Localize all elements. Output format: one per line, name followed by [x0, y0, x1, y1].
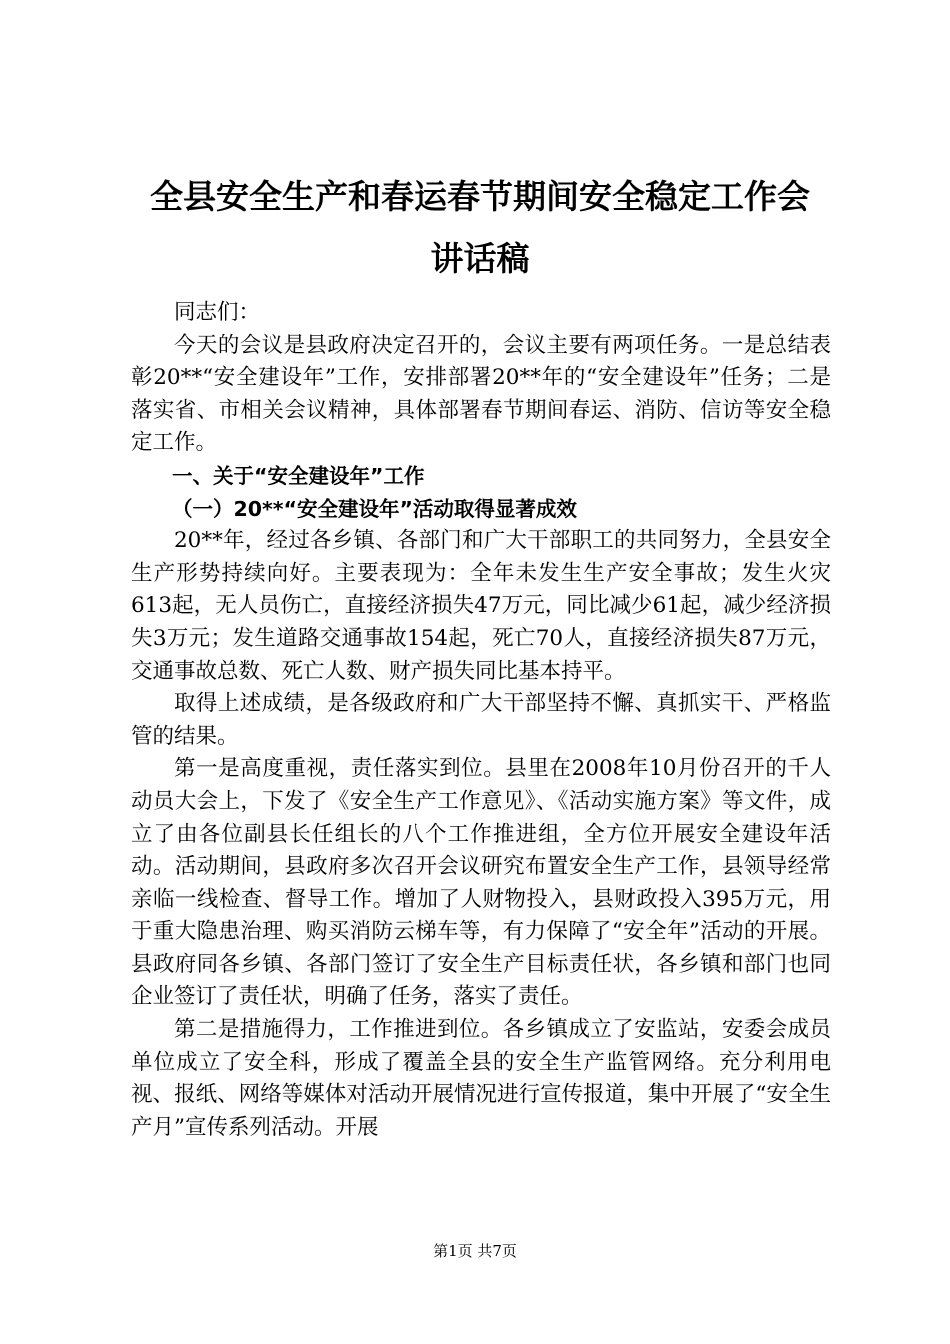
- document-body: [131, 297, 831, 1144]
- paragraph-point-1: 第一是高度重视，责任落实到位。县里在2008年10月份召开的千人动员大会上，下发了《安全生产工作意见》、《活动实施方案》等文件，成立了由各位副县长任组长的八个工作推进组，全方位开展安全建设年活动。活动期间，县政府多次召开会议研究布置安全生产工作，县领导经常亲临一线检查、督导工作。增加了人财物投入，县财政投入395万元，用于重大隐患治理、购买消防云梯车等，有力保障了“安全年”活动的开展。县政府同各乡镇、各部门签订了安全生产目标责任状，各乡镇和部门也同企业签订了责任状，明确了任务，落实了责任。: [131, 756, 831, 1010]
- document-title: [110, 166, 850, 290]
- subsection-heading-1: （一）20**“安全建设年”活动取得显著成效: [172, 496, 577, 521]
- paragraph-intro: 今天的会议是县政府决定召开的，会议主要有两项任务。一是总结表彰20**“安全建设年”工作，安排部署20**年的“安全建设年”任务；二是落实省、市相关会议精神，具体部署春节期间春运、消防、信访等安全稳定工作。: [131, 332, 831, 456]
- section-heading-1: 一、关于“安全建设年”工作: [172, 463, 425, 488]
- title-line-2: 讲话稿: [430, 239, 530, 278]
- paragraph-achievement: 取得上述成绩，是各级政府和广大干部坚持不懈、真抓实干、严格监管的结果。: [131, 691, 831, 749]
- salutation: 同志们：: [174, 300, 261, 325]
- paragraph-results: 20**年，经过各乡镇、各部门和广大干部职工的共同努力，全县安全生产形势持续向好。主要表现为：全年未发生生产安全事故；发生火灾613起，无人员伤亡，直接经济损失47万元，同比减少61起，减少经济损失3万元；发生道路交通事故154起，死亡70人，直接经济损失87万元，交通事故总数、死亡人数、财产损失同比基本持平。: [131, 528, 831, 684]
- title-line-1: 全县安全生产和春运春节期间安全稳定工作会: [150, 177, 810, 216]
- paragraph-point-2: 第二是措施得力，工作推进到位。各乡镇成立了安监站，安委会成员单位成立了安全科，形成了覆盖全县的安全生产监管网络。充分利用电视、报纸、网络等媒体对活动开展情况进行宣传报道，集中开展了“安全生产月”宣传系列活动。开展: [131, 1017, 831, 1140]
- page-footer: 第1页 共7页: [433, 1242, 517, 1260]
